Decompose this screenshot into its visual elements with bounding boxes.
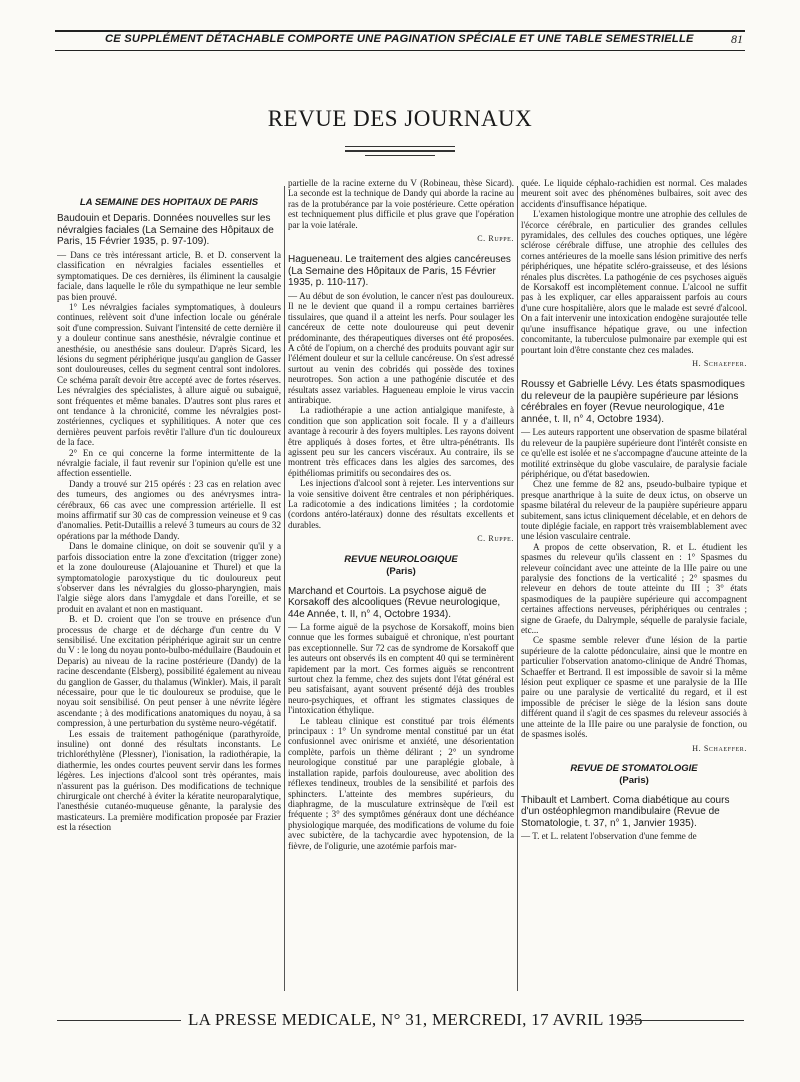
article-paragraph: — La forme aiguë de la psychose de Korsakoff, moins bien connue que les formes subaiguë et chronique, n'est pourtant pas exceptionnelle. Sur 72 cas de syndrome de Korsakoff que les auteurs ont observés ils en comptent 40 qui se terminèrent rapidement par la mort. Ces formes aiguës se rencontrent surtout chez la femme, chez des sujets dont l'état général est peu satisfaisant, ayant souvent présenté déjà des troubles neuro-psychiques, et offrant les stigmates classiques de l'intoxication éthylique.: [288, 622, 514, 716]
footer-rule: [57, 1020, 181, 1021]
article-heading: Thibault et Lambert. Coma diabétique au cours d'un ostéophlegmon mandibulaire (Revue de Stomatologie, t. 37, n° 1, Janvier 1935).: [521, 794, 730, 829]
section-heading: REVUE NEUROLOGIQUE: [344, 553, 458, 565]
article-paragraph: Les injections d'alcool sont à rejeter. Les interventions sur la voie sensitive doivent être centrales et non périphériques. La radicotomie a des indications limitées ; la cordotomie (cordons antéro-latéraux) donne des résultats excellents et durables.: [288, 478, 514, 530]
article-paragraph: Chez une femme de 82 ans, pseudo-bulbaire typique et presque anarthrique à la suite de deux ictus, on observe un spasme bilatéral du releveur de la paupière supérieure apparu subitement, sans ictus cliniquement décelable, et en dehors de toute diplégie faciale, en rapport très vraisemblablement avec une lésion vasculaire centrale.: [521, 479, 747, 542]
column-divider: [517, 186, 518, 991]
article-paragraph: Dandy a trouvé sur 215 opérés : 23 cas en relation avec des tumeurs, des angiomes ou des anévrysmes intra-cérébraux, 66 cas avec une compression artérielle. Il est moins affirmatif sur 30 cas de compression veineuse et 9 cas d'anomalies. Petit-Dutaillis a relevé 3 tumeurs au cours de 32 opérations par la méthode Dandy.: [57, 478, 281, 541]
article-paragraph: Le tableau clinique est constitué par trois éléments principaux : 1° Un syndrome mental constitué par un état confusionnel avec onirisme et anxiété, une désorientation complète, parfois un thème délirant ; 2° un syndrome neurologique constitué par une paraplégie globale, à installation rapide, parfois douloureuse, avec abolition des réflexes tendineux, troubles de la sensibilité et parfois des sphincters. L'atteinte des membres supérieurs, du diaphragme, de la musculature extrinsèque de l'œil est fréquente ; 3° des symptômes généraux dont une déchéance physiologique marquée, des modifications de volume du foie avec subictère, de la tachycardie avec hypotension, de la fièvre, de l'oligurie, une azotémie parfois mar-: [288, 715, 514, 851]
column-3: [521, 178, 747, 996]
article-paragraph: A propos de cette observation, R. et L. étudient les spasmes du releveur qu'ils classent en : 1° Spasmes du releveur coïncidant avec une atteinte de la IIIe paire ou une paralysie des fonctions de la verticalité ; 2° spasmes du releveur en dehors de toute atteinte du III ; 3° états spasmodiques de la paupière supérieure qui accompagnent certaines affections nerveuses, périphériques ou centrales ; signe de Graefe, du Dalrymple, séquelle de paralysie faciale, etc...: [521, 541, 747, 636]
column-1: [57, 178, 281, 996]
article-paragraph: Ce spasme semble relever d'une lésion de la partie supérieure de la calotte pédonculaire, ainsi que le montre en particulier l'observation anatomo-clinique de André Thomas, Schaeffer et Bertrand. Il est impossible de savoir si la même lésion peut expliquer ce spasme et une paralysie de la IIIe paire ou une paralysie de verticalité du regard, et il est impossible de préciser le siège de la lésion sans doute différent quand il s'agit de ces spasmes du releveur associés à une atteinte de la IIIe paire ou une paralysie de fonction, ou de spasmes isolés.: [521, 635, 747, 740]
article-paragraph: 2° En ce qui concerne la forme intermittente de la névralgie faciale, il faut revenir sur l'opinion qu'elle est une affection essentielle.: [57, 447, 281, 479]
article-paragraph: partielle de la racine externe du V (Robineau, thèse Sicard). La seconde est la technique de Dandy qui aborde la racine au ras de la protubérance par la voie postérieure. Cette opération est techniquement plus difficile et plus grave que l'opération par la voie latérale.: [288, 178, 514, 230]
article-paragraph: La radiothérapie a une action antialgique manifeste, à condition que son application soit focale. Il y a d'ailleurs avantage à recourir à des foyers multiples. Les rayons doivent être appliqués à doses fortes, et être ultra-pénétrants. Ils agissent peu sur les cancers viscéraux. Au contraire, ils se montrent très efficaces dans les algies des sarcomes, des épithéliomas primitifs ou secondaires des os.: [288, 405, 514, 478]
author-signature: H. Schaeffer.: [692, 743, 747, 753]
author-signature: H. Schaeffer.: [692, 358, 747, 368]
article-paragraph: Dans le domaine clinique, on doit se souvenir qu'il y a parfois dissociation entre la zone d'excitation (trigger zone) et la zone douloureuse (Alajouanine et Thurel) et que la symptomatologie paroxystique du tic douloureux peut s'observer dans les névralgies du glosso-pharyngien, mais l'algie siège alors dans l'amygdale et dans l'oreille, et se produit en avalant et non en mastiquant.: [57, 541, 281, 614]
article-heading: Hagueneau. Le traitement des algies cancéreuses (La Semaine des Hôpitaux de Paris, 15 Février 1935, p. 110-117).: [288, 254, 511, 289]
section-city: (Paris): [386, 566, 416, 578]
page-number: 81: [731, 32, 743, 46]
article-paragraph: — Au début de son évolution, le cancer n'est pas douloureux. Il ne le devient que quand il a rompu certaines barrières tissulaires, que quand il a atteint les nerfs. Pour soulager les cancéreux de cette note douloureuse qui peut devenir prédominante, des thérapeutiques diverses ont été proposées. A côté de l'opium, on a cherché des produits pouvant agir sur l'élément douleur et sur la cellule cancéreuse. On s'est adressé surtout au venin des cobridés qui possède des toxines neurotropes. Son action a une pathogénie discutée et des résultats assez variables. Hagueneau emploie le virus vaccin antirabique.: [288, 290, 514, 405]
title-ornament-rule: [365, 155, 435, 156]
column-divider: [284, 186, 285, 991]
author-signature: C. Ruppe.: [477, 534, 514, 544]
article-heading: Baudouin et Deparis. Données nouvelles sur les névralgies faciales (La Semaine des Hôpitaux de Paris, 15 Février 1935, p. 97-109).: [57, 213, 274, 248]
article-paragraph: Les essais de traitement pathogénique (parathyroïde, insuline) ont donné des résultats inconstants. Le trichloréthylène (Plessner), l'ionisation, la radiothérapie, la diathermie, les ondes courtes peuvent servir dans les formes légères. Les injections d'alcool sont très opérantes, mais n'assurent pas la guérison. Des modifications de technique chirurgicale ont cherché à éviter la kératite neuroparalytique, l'anesthésie cutanéo-muqueuse gênante, la paralysie des masticateurs. La première modification proposée par Frazier est la résection: [57, 728, 281, 833]
article-heading: Marchand et Courtois. La psychose aiguë de Korsakoff des alcooliques (Revue neurologique, 44e Année, t. II, n° 4, Octobre 1934).: [288, 585, 501, 620]
section-heading: LA SEMAINE DES HOPITAUX DE PARIS: [79, 197, 259, 208]
title-ornament-rule: [345, 150, 455, 152]
top-banner: [55, 30, 745, 51]
section-city: (Paris): [619, 775, 649, 787]
article-paragraph: — Les auteurs rapportent une observation de spasme bilatéral du releveur de la paupière supérieure dont l'intérêt consiste en ce qu'elle est isolée et ne s'accompagne d'aucune atteinte de la motilité extrinsèque du globe vasculaire, de paralysie faciale périphérique, ou d'état basedowien.: [521, 427, 747, 479]
article-paragraph: quée. Le liquide céphalo-rachidien est normal. Ces malades meurent soit avec des phénomènes bulbaires, soit avec des accidents d'insuffisance hépatique.: [521, 178, 747, 209]
article-heading: Roussy et Gabrielle Lévy. Les états spasmodiques du releveur de la paupière supérieure par lésions cérébrales en foyer (Revue neurologique, 41e année, t. II, n° 4, Octobre 1934).: [521, 379, 745, 425]
page-title: REVUE DES JOURNAUX: [267, 106, 533, 131]
footer-text: LA PRESSE MEDICALE, N° 31, MERCREDI, 17 AVRIL 1935: [188, 1010, 643, 1029]
page-footer: [0, 1008, 800, 1036]
article-paragraph: L'examen histologique montre une atrophie des cellules de l'écorce cérébrale, en particulier des grandes cellules pyramidales, des cellules des couches optiques, une légère sclérose cérébrale diffuse, une atrophie des cellules des cornes antérieures de la moelle sans lésion primitive des nerfs périphériques, une hépatite scléro-graisseuse, et des lésions rénales plus discrètes. La pathogénie de ces psychoses aiguës de Korsakoff est incomplètement connue. L'alcool ne suffit pas à les expliquer, car elles apparaissent parfois au cours d'une cure hospitalière, alors que le malade est sevré d'alcool. On a fait intervenir une intoxication endogène surajoutée telle qu'une insuffisance hépatique grave, ou une infection concomitante, la tuberculose pulmonaire par exemple qui est pourtant loin d'être constante chez ces malades.: [521, 209, 747, 355]
article-paragraph: — T. et L. relatent l'observation d'une femme de: [521, 831, 697, 842]
banner-text: CE SUPPLÉMENT DÉTACHABLE COMPORTE UNE PAGINATION SPÉCIALE ET UNE TABLE SEMESTRIELLE: [105, 33, 694, 45]
author-signature: C. Ruppe.: [477, 234, 514, 244]
column-2: [288, 178, 514, 996]
section-heading: REVUE DE STOMATOLOGIE: [570, 762, 698, 774]
title-ornament-rule: [345, 146, 455, 147]
article-paragraph: 1° Les névralgies faciales symptomatiques, à douleurs continues, relèvent soit d'une infection locale ou générale soit d'une compression. Suivant l'intensité de cette dernière il y a douleur continue sans anesthésie, névralgie continue et anesthésie, ou anesthésie sans douleur. D'après Sicard, les lésions du segment périphérique jusqu'au ganglion de Gasser sont douloureuses, celles du segment central sont indolores. Ce schéma paraît devoir être accepté avec de fortes réserves. Les névralgies des spécialistes, à allure aiguë ou subaiguë, sont fréquentes et même banales. D'autres sont plus rares et ont tendance à la chronicité, comme les névralgies post-zostériennes, cycliques et syphilitiques. A noter que ces dernières peuvent parfois revêtir l'allure d'un tic douloureux de la face.: [57, 301, 281, 448]
footer-rule: [618, 1020, 744, 1021]
article-paragraph: B. et D. croient que l'on se trouve en présence d'un processus de charge et de décharge d'un centre du V sensibilisé. Une excitation périphérique agirait sur un centre du V : le long du noyau ponto-bulbo-médullaire (Baudouin et Deparis) au niveau de la racine postérieure (Dandy) de la racine descendante (Elsberg), possibilité également au niveau du ganglion de Gasser, du thalamus (Winkler). Mais, il paraît nécessaire, pour que le tic douloureux se produise, que le noyau soit sensibilisé. On peut penser à une névrite légère ascendante ; à des modifications anatomiques du noyau, à sa compression, à une perturbation du système neuro-végétatif.: [57, 614, 281, 729]
article-paragraph: — Dans ce très intéressant article, B. et D. conservent la classification en névralgies faciales essentielles et symptomatiques. De ces dernières, ils éliminent la causalgie faciale, dans laquelle le rôle du sympathique ne leur semble pas bien prouvé.: [57, 249, 281, 302]
